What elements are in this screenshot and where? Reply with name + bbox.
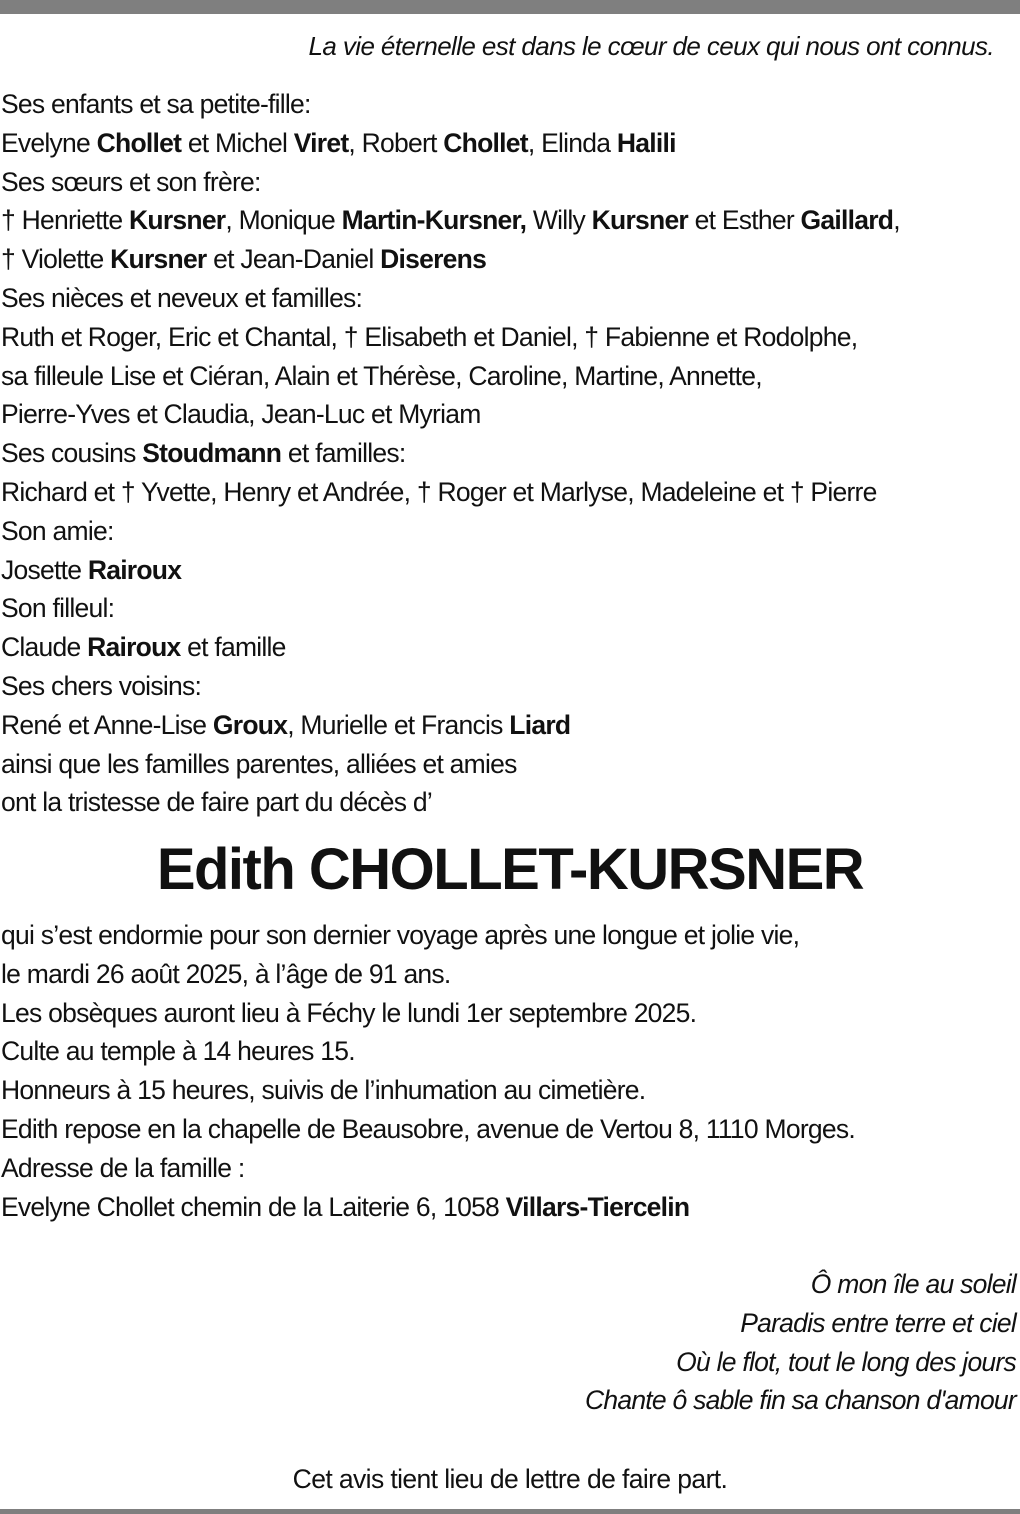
line-text: et Michel	[181, 127, 294, 158]
poem-line: Où le flot, tout le long des jours	[676, 1346, 1016, 1377]
surname-text: Gaillard	[800, 205, 894, 236]
family-line	[1, 279, 1020, 318]
family-line	[1, 395, 1020, 434]
family-line	[1, 163, 1020, 202]
line-text: et famille	[180, 632, 286, 663]
top-rule	[0, 0, 1020, 14]
funeral-details	[1, 916, 1020, 1226]
family-line	[1, 124, 1020, 163]
details-line	[1, 1188, 1020, 1227]
line-text: et familles:	[281, 438, 406, 469]
family-line	[1, 85, 1020, 124]
family-line	[1, 706, 1020, 745]
family-line	[1, 357, 1020, 396]
poem-line: Ô mon île au soleil	[810, 1269, 1016, 1299]
family-line	[1, 201, 1020, 240]
family-line	[1, 512, 1020, 551]
line-text: Son amie:	[1, 515, 114, 546]
line-text: Claude	[1, 632, 88, 663]
details-line	[1, 916, 1020, 955]
line-text: Edith repose en la chapelle de Beausobre, avenue de Vertou 8, 1110 Morges.	[1, 1113, 855, 1144]
line-text: Ses nièces et neveux et familles:	[1, 282, 363, 313]
line-text: Evelyne	[1, 127, 97, 158]
line-text: Honneurs à 15 heures, suivis de l’inhumation au cimetière.	[1, 1075, 646, 1106]
deceased-name: Edith CHOLLET-KURSNER	[156, 837, 864, 902]
line-text: René et Anne-Lise	[1, 709, 213, 740]
line-text: et Esther	[688, 205, 801, 236]
line-text: Adresse de la famille :	[1, 1152, 245, 1183]
family-line	[1, 589, 1020, 628]
family-line	[1, 667, 1020, 706]
details-line	[1, 1071, 1020, 1110]
line-text: Son filleul:	[1, 593, 115, 624]
surname-text: Villars-Tiercelin	[505, 1191, 690, 1222]
surname-text: Kursner	[591, 205, 688, 236]
surname-text: Viret	[293, 127, 349, 158]
line-text: et Jean-Daniel	[206, 244, 381, 275]
line-text: , Elinda	[527, 127, 617, 158]
line-text: Ses cousins	[1, 438, 143, 469]
family-announcement	[1, 85, 1020, 822]
line-text: , Robert	[348, 127, 444, 158]
surname-text: Chollet	[96, 127, 182, 158]
line-text: Les obsèques auront lieu à Féchy le lundi 1er septembre 2025.	[1, 997, 697, 1028]
line-text: Ses enfants et sa petite-fille:	[1, 89, 311, 119]
details-line	[1, 1032, 1020, 1071]
surname-text: Stoudmann	[142, 438, 282, 469]
line-text: Evelyne Chollet chemin de la Laiterie 6, 1058	[1, 1191, 506, 1222]
details-line	[1, 1110, 1020, 1149]
line-text: Willy	[526, 205, 592, 236]
epigraph: La vie éternelle est dans le cœur de ceux qui nous ont connus.	[308, 31, 994, 61]
line-text: , Murielle et Francis	[287, 709, 510, 740]
line-text: qui s’est endormie pour son dernier voyage après une longue et jolie vie,	[1, 920, 800, 950]
line-text: , Monique	[225, 205, 342, 236]
surname-text: Liard	[509, 709, 571, 740]
line-text: † Henriette	[1, 205, 129, 236]
poem-line: Chante ô sable fin sa chanson d'amour	[584, 1385, 1016, 1416]
family-line	[1, 783, 1020, 822]
surname-text: Groux	[212, 709, 288, 740]
line-text: Ses chers voisins:	[1, 670, 202, 701]
family-line	[1, 434, 1020, 473]
family-line	[1, 628, 1020, 667]
family-line	[1, 551, 1020, 590]
poem	[585, 1265, 1016, 1420]
line-text: Culte au temple à 14 heures 15.	[1, 1036, 355, 1067]
line-text: Ruth et Roger, Eric et Chantal, † Elisabeth et Daniel, † Fabienne et Rodolphe,	[1, 321, 858, 352]
surname-text: Rairoux	[87, 554, 182, 585]
line-text: Ses sœurs et son frère:	[1, 166, 261, 197]
family-line	[1, 240, 1020, 279]
surname-text: Chollet	[443, 127, 528, 158]
surname-text: Rairoux	[87, 632, 181, 663]
line-text: sa filleule Lise et Ciéran, Alain et Thérèse, Caroline, Martine, Annette,	[1, 360, 762, 391]
details-line	[1, 955, 1020, 994]
line-text: ont la tristesse de faire part du décès d’	[1, 787, 433, 818]
line-text: Pierre-Yves et Claudia, Jean-Luc et Myriam	[1, 399, 481, 430]
surname-text: Martin-Kursner,	[341, 205, 527, 236]
surname-text: Kursner	[110, 244, 207, 275]
details-line	[1, 1149, 1020, 1188]
line-text: Richard et † Yvette, Henry et Andrée, † Roger et Marlyse, Madeleine et † Pierre	[1, 476, 877, 507]
details-line	[1, 994, 1020, 1033]
line-text: le mardi 26 août 2025, à l’âge de 91 ans.	[1, 958, 451, 989]
closing-note: Cet avis tient lieu de lettre de faire part.	[292, 1464, 728, 1494]
bottom-rule	[0, 1509, 1020, 1514]
surname-text: Diserens	[380, 244, 487, 275]
line-text: Josette	[1, 554, 88, 585]
line-text: † Violette	[1, 244, 111, 275]
poem-line: Paradis entre terre et ciel	[740, 1307, 1016, 1338]
line-text: ainsi que les familles parentes, alliées et amies	[1, 748, 517, 779]
family-line	[1, 318, 1020, 357]
family-line	[1, 745, 1020, 784]
family-line	[1, 473, 1020, 512]
surname-text: Halili	[616, 127, 676, 158]
line-text: ,	[893, 205, 900, 236]
surname-text: Kursner	[129, 205, 226, 236]
